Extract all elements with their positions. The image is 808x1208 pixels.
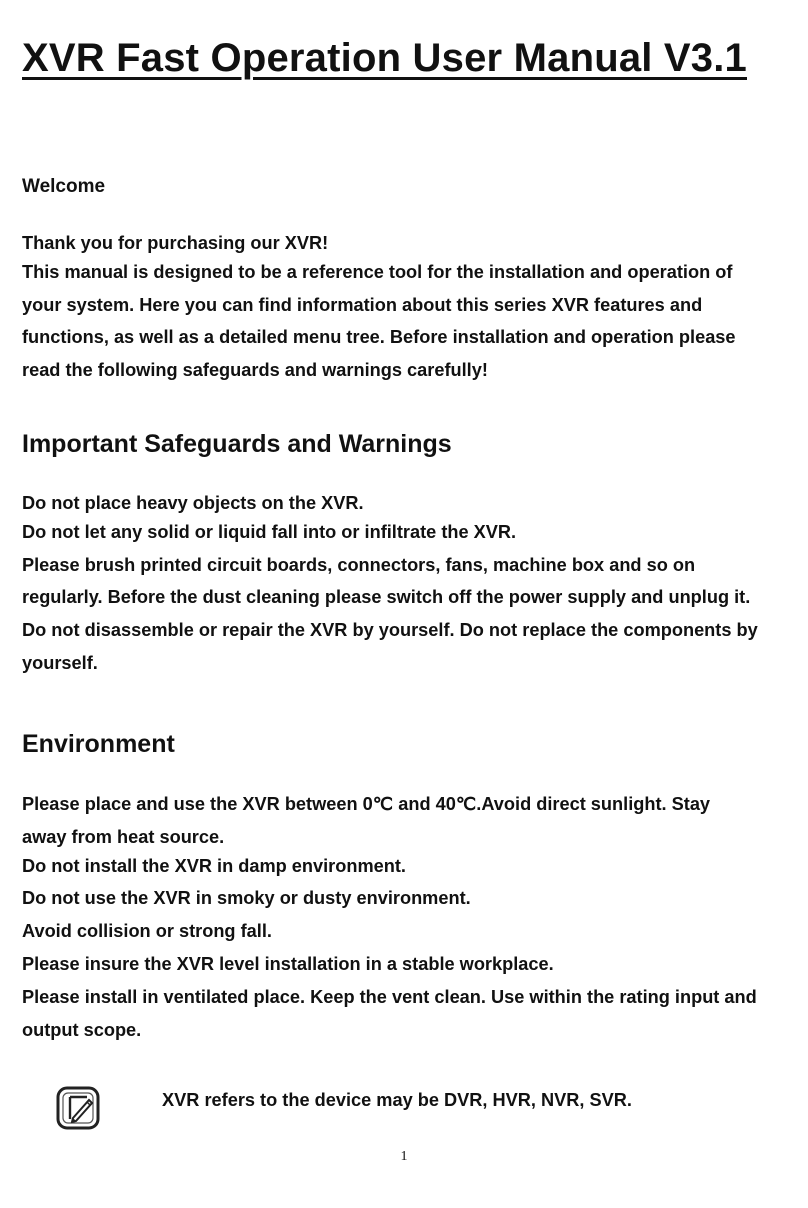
welcome-heading: Welcome — [22, 176, 106, 197]
environment-line: Do not install the XVR in damp environment. — [22, 855, 406, 876]
safeguard-line: Do not place heavy objects on the XVR. — [22, 493, 364, 513]
welcome-line: functions, as well as a detailed menu tree. Before installation and operation please — [22, 327, 736, 348]
safeguard-line: Please brush printed circuit boards, connectors, fans, machine box and so on — [22, 554, 696, 575]
safeguards-paragraph — [22, 487, 792, 680]
note-text: XVR refers to the device may be DVR, HVR, NVR, SVR. — [162, 1090, 632, 1110]
environment-line: Please place and use the XVR between 0℃ and 40℃.Avoid direct sunlight. Stay — [22, 794, 711, 814]
environment-line: away from heat source. — [22, 826, 225, 847]
environment-line: Do not use the XVR in smoky or dusty environment. — [22, 888, 471, 909]
safeguards-heading: Important Safeguards and Warnings — [22, 430, 452, 458]
welcome-line: This manual is designed to be a reference tool for the installation and operation of — [22, 261, 733, 282]
safeguard-line: Do not disassemble or repair the XVR by yourself. Do not replace the components by — [22, 620, 758, 641]
environment-paragraph — [22, 788, 792, 1046]
safeguard-line: yourself. — [22, 652, 98, 673]
welcome-line: read the following safeguards and warnings carefully! — [22, 360, 488, 381]
document-title: XVR Fast Operation User Manual V3.1 — [22, 36, 747, 80]
environment-line: Avoid collision or strong fall. — [22, 921, 272, 942]
welcome-line: Thank you for purchasing our XVR! — [22, 233, 329, 253]
note-pencil-icon — [56, 1086, 102, 1132]
safeguard-line: Do not let any solid or liquid fall into or infiltrate the XVR. — [22, 521, 517, 542]
environment-line: Please insure the XVR level installation in a stable workplace. — [22, 953, 554, 974]
welcome-line: your system. Here you can find information about this series XVR features and — [22, 294, 703, 315]
environment-line: output scope. — [22, 1019, 142, 1040]
welcome-paragraph — [22, 227, 792, 387]
page-number: 1 — [400, 1149, 408, 1164]
environment-line: Please install in ventilated place. Keep the vent clean. Use within the rating input and — [22, 986, 757, 1007]
environment-heading: Environment — [22, 730, 175, 758]
safeguard-line: regularly. Before the dust cleaning please switch off the power supply and unplug it. — [22, 587, 751, 608]
